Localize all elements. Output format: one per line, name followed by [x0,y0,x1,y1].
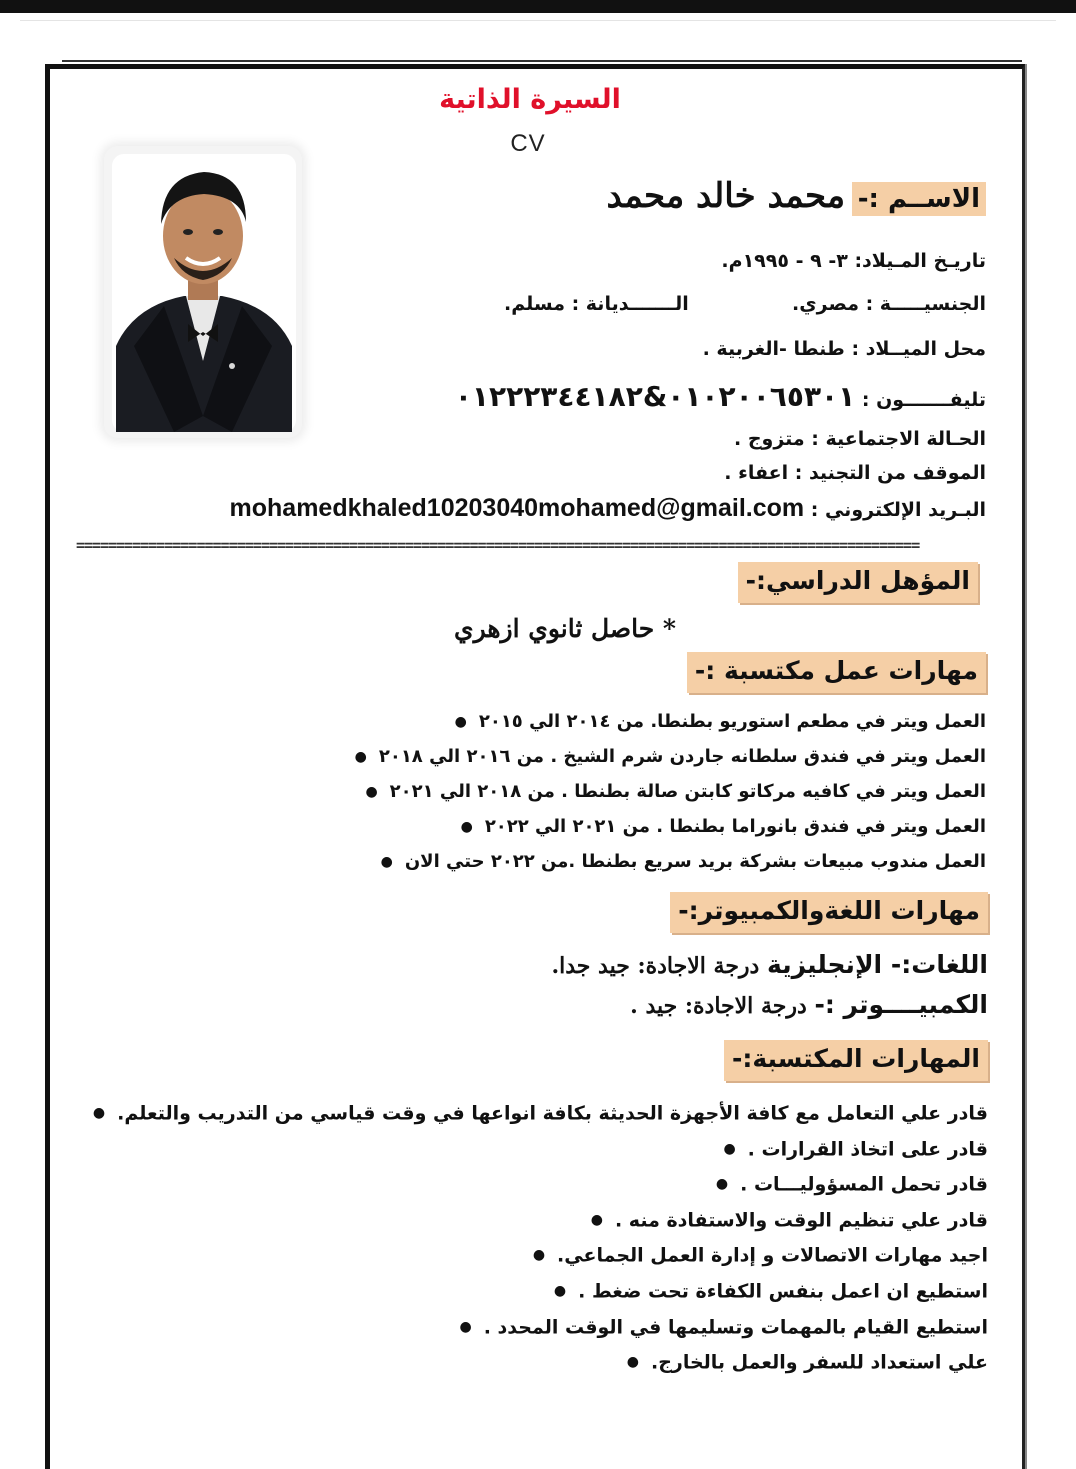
list-item: العمل ويتر في فندق سلطانه جاردن شرم الشيخ . من ٢٠١٦ الي ٢٠١٨ ● [355,739,986,774]
top-divider [20,20,1056,21]
skills-heading: المهارات المكتسبة:- [724,1040,988,1081]
list-item: العمل ويتر في كافيه مركاتو كابتن صالة بطنطا . من ٢٠١٨ الي ٢٠٢١ ● [355,774,986,809]
list-item: قادر على اتخاذ القرارات . ● [93,1132,988,1168]
birth-date: تاريـخ المـيلاد: ٣- ٩ - ١٩٩٥م. [721,250,986,272]
computer-row [630,990,988,1019]
profile-photo [104,146,302,438]
phone-label: تليفـــــــون : [861,389,986,411]
education-value: * حاصل ثانوي ازهري [454,614,676,643]
list-item: قادر علي تنظيم الوقت والاستفادة منه . ● [93,1203,988,1239]
nationality: الجنسيـــــة : مصري. [792,293,986,315]
work-heading: مهارات عمل مكتسبة :- [687,652,986,693]
list-item: استطيع ان اعمل بنفس الكفاءة تحت ضغط . ● [93,1274,988,1310]
list-item: استطيع القيام بالمهمات وتسليمها في الوقت المحدد . ● [93,1310,988,1346]
nationality-religion-row [504,293,986,315]
email-row [230,494,986,523]
name-label: الاســم :- [852,182,986,216]
top-dark-bar [0,0,1076,13]
name-row [607,176,986,216]
work-list [355,704,986,879]
page-frame-inner-line [62,60,1022,62]
list-item: العمل مندوب مبيعات بشركة بريد سريع بطنطا .من ٢٠٢٢ حتي الان ● [355,844,986,879]
languages-row [551,950,988,979]
email-value: mohamedkhaled10203040mohamed@gmail.com [229,494,805,522]
page-title: السيرة الذاتية [439,84,621,115]
language-computer-heading: مهارات اللغةوالكمبيوتر:- [670,892,988,933]
birth-place: محل الميــلاد : طنطا -الغربية . [702,338,986,360]
military-status: الموقف من التجنيد : اعفاء . [724,462,986,484]
languages-label: اللغات:- الإنجليزية [767,950,988,979]
phone-value: ٠١٠٢٠٠٦٥٣٠١&٠١٢٢٢٣٤٤١٨٢ [454,380,856,413]
computer-label: الكمبيــــوتر :- [814,990,988,1019]
list-item: العمل ويتر في فندق بانوراما بطنطا . من ٢٠٢١ الي ٢٠٢٢ ● [355,809,986,844]
marital-status: الحـالة الاجتماعية : متزوج . [734,428,986,450]
religion: الـــــــديانة : مسلم. [503,293,689,315]
page-subtitle: CV [510,130,546,157]
skills-list [93,1096,988,1381]
list-item: علي استعداد للسفر والعمل بالخارج. ● [93,1345,988,1381]
education-heading: المؤهل الدراسي:- [738,562,978,603]
list-item: قادر تحمل المسؤوليـــات . ● [93,1167,988,1203]
languages-value: درجة الاجادة: جيد جدا. [551,953,760,979]
section-separator: ========================================================================================================= [76,536,920,554]
person-photo-icon [104,146,302,438]
email-label: البـريد الإلكتروني : [810,499,986,521]
list-item: اجيد مهارات الاتصالات و إدارة العمل الجماعي. ● [93,1238,988,1274]
list-item: العمل ويتر في مطعم استوريو بطنطا. من ٢٠١٤ الي ٢٠١٥ ● [355,704,986,739]
computer-value: درجة الاجادة: جيد . [630,993,807,1019]
name-value: محمد خالد محمد [606,176,846,216]
phone-row [455,380,986,413]
list-item: قادر علي التعامل مع كافة الأجهزة الحديثة بكافة انواعها في وقت قياسي من التدريب والتعلم. ● [93,1096,988,1132]
